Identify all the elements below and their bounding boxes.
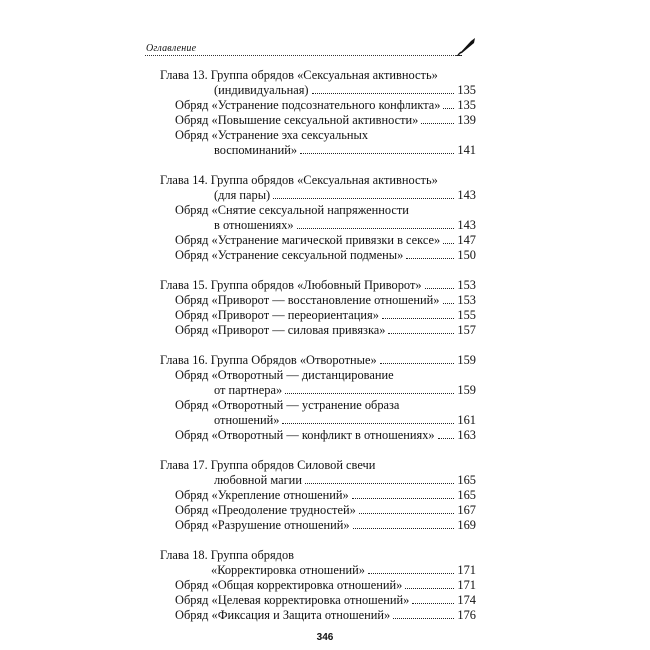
toc-entry-text: Глава 14. Группа обрядов «Сексуальная активность» xyxy=(160,173,438,187)
toc-page-number: 161 xyxy=(457,413,476,427)
toc-entry-text: Глава 15. Группа обрядов «Любовный Приворот» xyxy=(160,278,422,292)
toc-page-number: 167 xyxy=(457,503,476,517)
toc-entry-text: в отношениях» xyxy=(214,218,294,232)
leader-dots xyxy=(380,362,455,364)
toc-entry-ch18 xyxy=(160,548,476,563)
toc-entry-rite xyxy=(175,203,476,218)
toc-page-number: 163 xyxy=(457,428,476,442)
toc-entry-rite-cont xyxy=(214,413,476,428)
toc-page-number: 171 xyxy=(457,563,476,577)
toc-page-number: 135 xyxy=(457,83,476,97)
toc-entry-ch17-cont xyxy=(214,473,476,488)
toc-entry-text: Обряд «Устранение сексуальной подмены» xyxy=(175,248,404,262)
toc-page-number: 171 xyxy=(457,578,476,592)
toc-page-number: 147 xyxy=(457,233,476,247)
toc-entry-text: Обряд «Устранение эха сексуальных xyxy=(175,128,369,142)
toc-entry-rite xyxy=(175,323,476,338)
toc-entry-text: Обряд «Разрушение отношений» xyxy=(175,518,350,532)
toc-page-number: 155 xyxy=(457,308,476,322)
leader-dots xyxy=(393,617,454,619)
feather-pen-icon xyxy=(456,36,478,56)
toc-entry-rite xyxy=(175,248,476,263)
toc-entry-rite xyxy=(175,608,476,623)
toc-entry-text: Обряд «Устранение подсознательного конфликта» xyxy=(175,98,441,112)
toc-entry-text: Обряд «Устранение магической привязки в сексе» xyxy=(175,233,441,247)
toc-entry-rite xyxy=(175,488,476,503)
toc-entry-text: Обряд «Повышение сексуальной активности» xyxy=(175,113,419,127)
toc-entry-text: Глава 18. Группа обрядов xyxy=(160,548,294,562)
leader-dots xyxy=(312,92,455,94)
leader-dots xyxy=(443,302,455,304)
toc-entry-rite xyxy=(175,128,476,143)
leader-dots xyxy=(297,227,455,229)
toc-page-number: 176 xyxy=(457,608,476,622)
toc-entry-rite xyxy=(175,113,476,128)
toc-entry-ch18-cont xyxy=(211,563,476,578)
toc-entry-rite xyxy=(175,308,476,323)
toc-page-number: 139 xyxy=(457,113,476,127)
leader-dots xyxy=(300,152,454,154)
leader-dots xyxy=(368,572,455,574)
toc-entry-rite xyxy=(175,368,476,383)
toc-entry-rite-cont xyxy=(214,143,476,158)
toc-page-number: 169 xyxy=(457,518,476,532)
toc-page-number: 174 xyxy=(457,593,476,607)
leader-dots xyxy=(421,122,454,124)
toc-entry-text: любовной магии xyxy=(214,473,302,487)
leader-dots xyxy=(305,482,454,484)
toc-entry-text: Обряд «Преодоление трудностей» xyxy=(175,503,356,517)
toc-entry-rite-cont xyxy=(214,218,476,233)
toc-entry-text: Обряд «Приворот — восстановление отношений» xyxy=(175,293,440,307)
leader-dots xyxy=(382,317,454,319)
toc-entry-rite xyxy=(175,398,476,413)
leader-dots xyxy=(359,512,455,514)
leader-dots xyxy=(405,587,454,589)
leader-dots xyxy=(352,497,455,499)
toc-entry-ch14-cont xyxy=(214,188,476,203)
toc-entry-ch16 xyxy=(160,353,476,368)
toc-page-number: 143 xyxy=(457,188,476,202)
leader-dots xyxy=(406,257,454,259)
toc-entry-text: (для пары) xyxy=(214,188,271,202)
toc-page-number: 135 xyxy=(457,98,476,112)
leader-dots xyxy=(443,107,454,109)
toc-page-number: 150 xyxy=(457,248,476,262)
leader-dots xyxy=(273,197,454,199)
toc-page-number: 159 xyxy=(457,353,476,367)
running-title: Оглавление xyxy=(146,43,197,54)
toc-entry-text: Обряд «Общая корректировка отношений» xyxy=(175,578,403,592)
toc-entry-text: отношений» xyxy=(214,413,280,427)
toc-entry-ch15 xyxy=(160,278,476,293)
toc-entry-rite xyxy=(175,518,476,533)
toc-entry-text: Обряд «Отворотный — дистанцирование xyxy=(175,368,394,382)
toc-entry-ch17 xyxy=(160,458,476,473)
toc-entry-text: Обряд «Отворотный — устранение образа xyxy=(175,398,400,412)
leader-dots xyxy=(412,602,454,604)
leader-dots xyxy=(285,392,454,394)
toc-page-number: 153 xyxy=(457,278,476,292)
leader-dots xyxy=(438,437,455,439)
toc-entry-rite xyxy=(175,578,476,593)
toc-page-number: 143 xyxy=(457,218,476,232)
toc-entry-rite xyxy=(175,503,476,518)
toc-page-number: 153 xyxy=(457,293,476,307)
toc-entry-text: Обряд «Отворотный — конфликт в отношениях» xyxy=(175,428,435,442)
toc-entry-text: Глава 16. Группа Обрядов «Отворотные» xyxy=(160,353,377,367)
toc-entry-rite xyxy=(175,233,476,248)
toc-entry-ch13-cont xyxy=(214,83,476,98)
toc-entry-text: Обряд «Снятие сексуальной напряженности xyxy=(175,203,409,217)
toc-entry-ch13 xyxy=(160,68,476,83)
toc-entry-rite-cont xyxy=(214,383,476,398)
header-rule xyxy=(145,55,462,56)
toc-page-number: 165 xyxy=(457,473,476,487)
toc-page-number: 159 xyxy=(457,383,476,397)
toc-entry-text: воспоминаний» xyxy=(214,143,298,157)
toc-entry-text: Обряд «Укрепление отношений» xyxy=(175,488,349,502)
leader-dots xyxy=(388,332,454,334)
toc-entry-text: от партнера» xyxy=(214,383,283,397)
toc-entry-text: (индивидуальная) xyxy=(214,83,309,97)
toc-entry-text: Обряд «Целевая корректировка отношений» xyxy=(175,593,410,607)
toc-entry-rite xyxy=(175,593,476,608)
toc-entry-text: Обряд «Приворот — переориентация» xyxy=(175,308,379,322)
leader-dots xyxy=(282,422,454,424)
leader-dots xyxy=(425,287,455,289)
toc-entry-text: Обряд «Приворот — силовая привязка» xyxy=(175,323,386,337)
toc-entry-text: «Корректировка отношений» xyxy=(211,563,365,577)
leader-dots xyxy=(443,242,454,244)
toc-page-number: 157 xyxy=(457,323,476,337)
toc-entry-rite xyxy=(175,428,476,443)
toc-entry-ch14 xyxy=(160,173,476,188)
page-number: 346 xyxy=(316,632,334,643)
toc-entry-text: Глава 17. Группа обрядов Силовой свечи xyxy=(160,458,376,472)
toc-entry-text: Глава 13. Группа обрядов «Сексуальная активность» xyxy=(160,68,438,82)
toc-page-number: 141 xyxy=(457,143,476,157)
toc-page-number: 165 xyxy=(457,488,476,502)
toc-entry-rite xyxy=(175,98,476,113)
toc-entry-text: Обряд «Фиксация и Защита отношений» xyxy=(175,608,391,622)
leader-dots xyxy=(353,527,455,529)
toc-entry-rite xyxy=(175,293,476,308)
